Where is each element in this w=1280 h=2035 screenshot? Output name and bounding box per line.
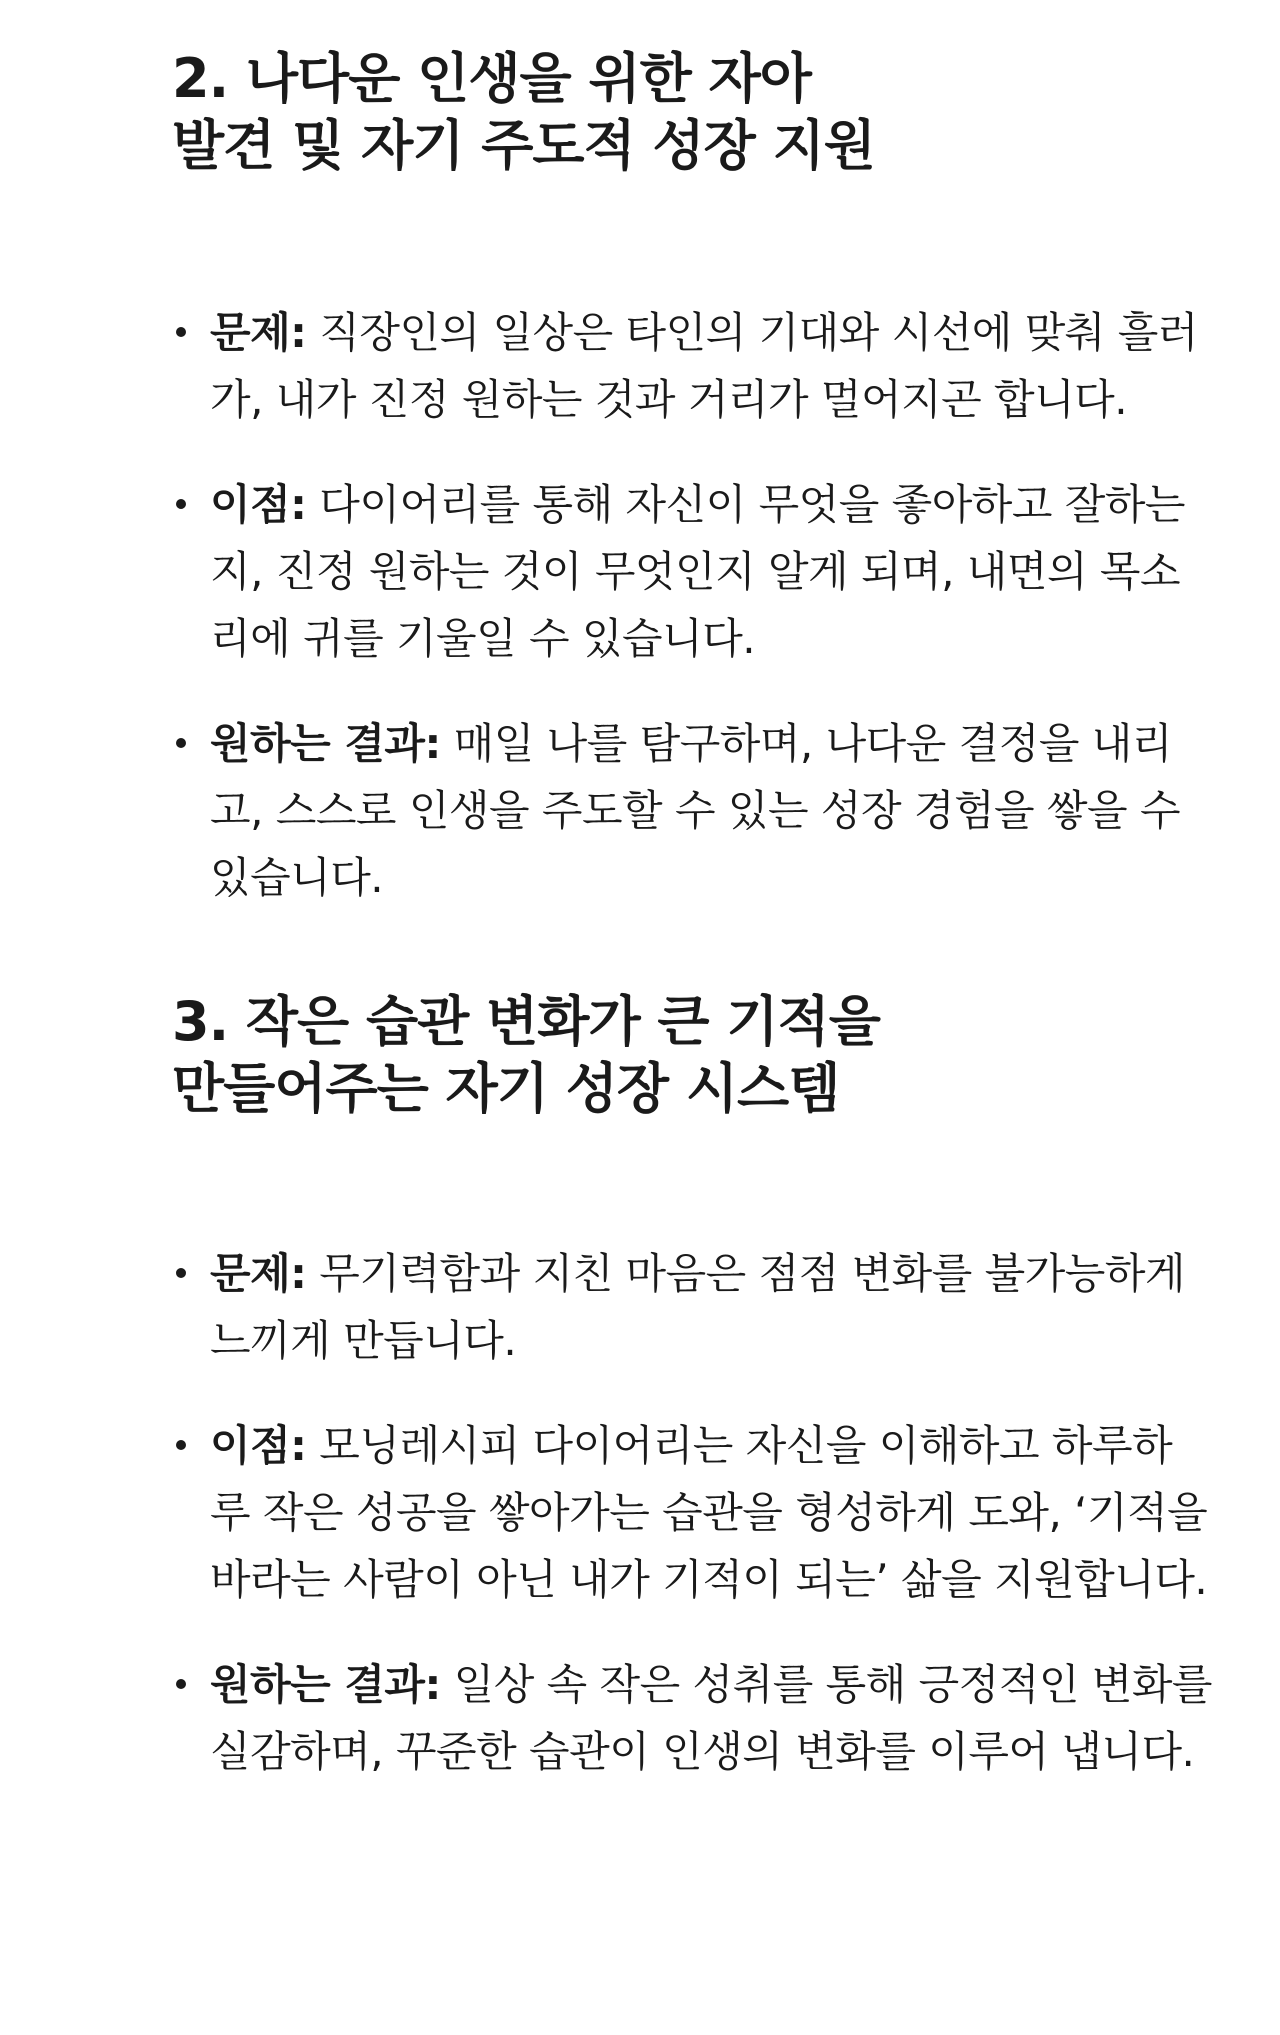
section-title <box>172 45 1212 179</box>
item-label: 문제: <box>210 308 307 357</box>
section-title <box>172 988 1212 1122</box>
section-self-discovery <box>172 45 1212 911</box>
bullet-list <box>172 1240 1212 1785</box>
bullet-dot-icon <box>176 738 186 748</box>
item-label: 이점: <box>210 1421 307 1470</box>
item-text: 무기력함과 지친 마음은 점점 변화를 불가능하게 느끼게 만듭니다. <box>210 1249 1185 1365</box>
item-text: 일상 속 작은 성취를 통해 긍정적인 변화를 실감하며, 꾸준한 습관이 인생의 변화를 이루어 냅니다. <box>210 1660 1212 1776</box>
list-item-problem <box>172 1240 1212 1374</box>
item-text: 매일 나를 탐구하며, 나다운 결정을 내리고, 스스로 인생을 주도할 수 있는 성장 경험을 쌓을 수 있습니다. <box>210 719 1181 902</box>
document-content <box>172 45 1212 1785</box>
item-text: 모닝레시피 다이어리는 자신을 이해하고 하루하루 작은 성공을 쌓아가는 습관을 형성하게 도와, ‘기적을 바라는 사람이 아닌 내가 기적이 되는’ 삶을 지원합니다. <box>210 1421 1208 1604</box>
item-label: 이점: <box>210 480 307 529</box>
item-label: 원하는 결과: <box>210 1660 441 1709</box>
section-title-line-1: 2. 나다운 인생을 위한 자아 <box>172 47 811 110</box>
list-item-benefit <box>172 471 1212 672</box>
bullet-dot-icon <box>176 1440 186 1450</box>
item-text: 다이어리를 통해 자신이 무엇을 좋아하고 잘하는지, 진정 원하는 것이 무엇인지 알게 되며, 내면의 목소리에 귀를 기울일 수 있습니다. <box>210 480 1185 663</box>
item-label: 원하는 결과: <box>210 719 441 768</box>
section-habit-system <box>172 988 1212 1785</box>
section-title-line-2: 만들어주는 자기 성장 시스템 <box>172 1057 840 1120</box>
bullet-dot-icon <box>176 499 186 509</box>
list-item-desired-result <box>172 710 1212 911</box>
bullet-list <box>172 299 1212 911</box>
section-title-line-1: 3. 작은 습관 변화가 큰 기적을 <box>172 990 880 1053</box>
section-title-line-2: 발견 및 자기 주도적 성장 지원 <box>172 114 875 177</box>
bullet-dot-icon <box>176 1268 186 1278</box>
list-item-desired-result <box>172 1651 1212 1785</box>
list-item-benefit <box>172 1412 1212 1613</box>
item-label: 문제: <box>210 1249 307 1298</box>
bullet-dot-icon <box>176 327 186 337</box>
item-text: 직장인의 일상은 타인의 기대와 시선에 맞춰 흘러가, 내가 진정 원하는 것과 거리가 멀어지곤 합니다. <box>210 308 1198 424</box>
bullet-dot-icon <box>176 1679 186 1689</box>
list-item-problem <box>172 299 1212 433</box>
